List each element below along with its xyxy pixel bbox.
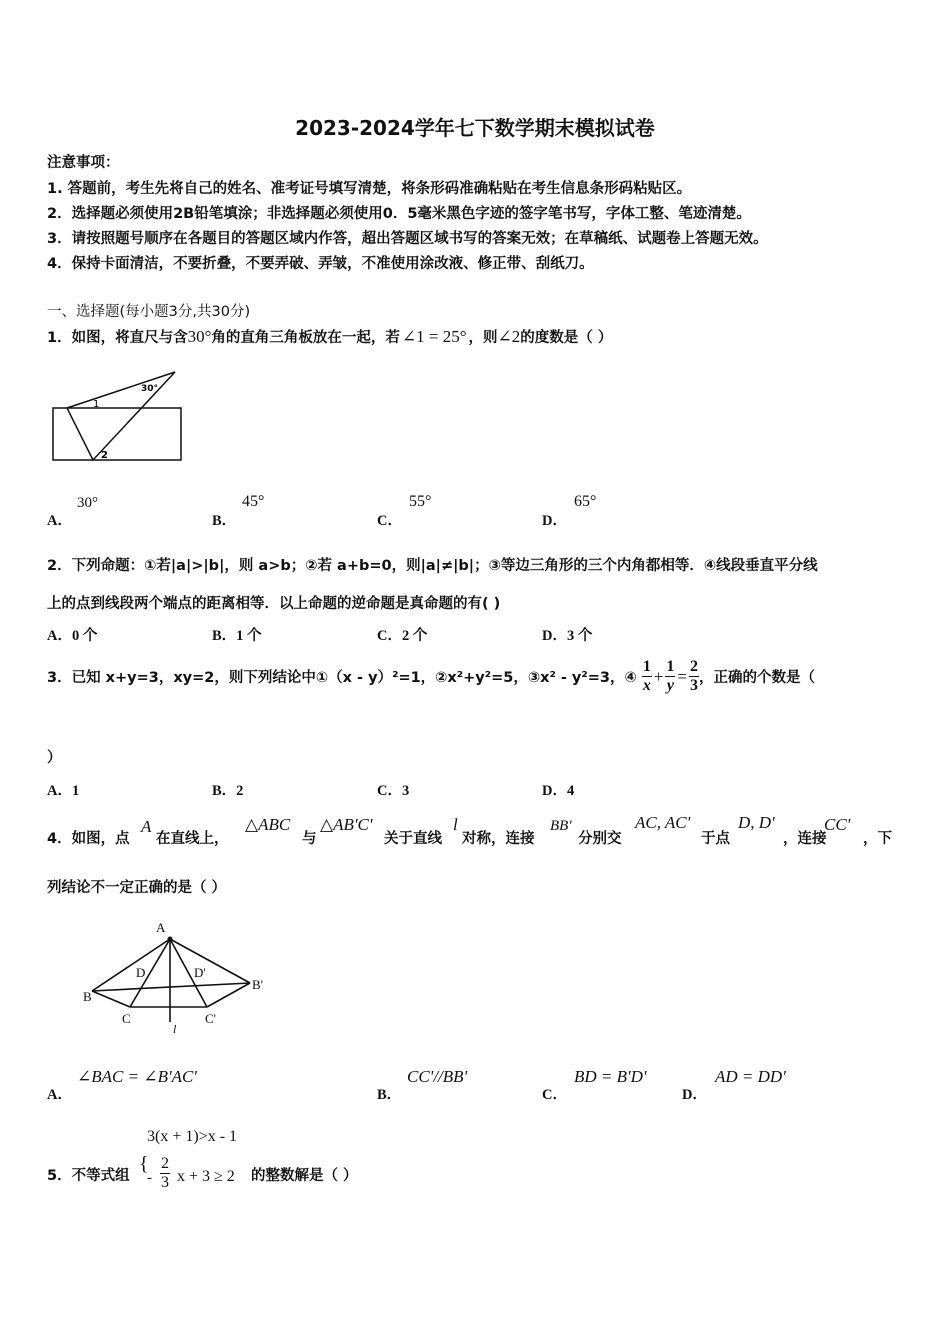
q5-brace: { [139, 1153, 149, 1175]
q3-frac-2-over-3: $\frac{2}{3}$ [690, 658, 698, 694]
q3-frac-1-over-y: $\frac{1}{y}$ [666, 658, 675, 694]
q1-options [47, 490, 907, 530]
q1-condition: ∠1 = 25° [401, 327, 467, 346]
q4-p9: ，下 [863, 831, 892, 847]
notice-item: 4．保持卡面清洁，不要折叠，不要弄破、弄皱，不准使用涂改液、修正带、刮纸刀。 [47, 256, 594, 272]
option-d-value: 65° [574, 493, 597, 510]
fig-label-d: D [136, 965, 146, 980]
q4-p6: 分别交 [578, 831, 622, 847]
q4-m6: AC, AC' [635, 813, 691, 832]
q4-m5: BB' [550, 818, 572, 834]
q3-options [47, 779, 907, 801]
q1-prefix: 1．如图，将直尺与含 [47, 330, 188, 346]
q4-m4: l [453, 815, 458, 834]
fig-label-c-prime: C' [205, 1011, 217, 1026]
q4-figure [80, 915, 280, 1033]
fig-label-c: C [122, 1011, 131, 1026]
page-title: 2023-2024学年七下数学期末模拟试卷 [295, 116, 655, 140]
q4-p3: 与 [302, 831, 317, 847]
q4-m8: CC' [824, 815, 851, 834]
q4-m7: D, D' [738, 813, 775, 832]
q1-angle: 30° [187, 327, 212, 346]
fig-angle-1-label: 1 [93, 399, 100, 410]
option-d[interactable]: D．3 个 [542, 628, 593, 644]
q1-mid: 角的直角三角板放在一起，若 [211, 330, 400, 346]
notice-item: 1. 答题前，考生先将自己的姓名、准考证号填写清楚，将条形码准确粘贴在考生信息条形码粘贴区。 [47, 181, 692, 197]
option-b-label[interactable]: B． [377, 1087, 402, 1103]
q1-ask: ∠2 [497, 327, 521, 346]
fig-label-a: A [156, 920, 166, 935]
q3-close: ） [47, 750, 62, 766]
q1-mid2: ，则 [468, 330, 498, 346]
fig-label-b: B [83, 989, 92, 1004]
q4-m2: △ABC [245, 815, 291, 834]
q3-text: 3．已知 x+y=3，xy=2，则下列结论中①（x - y）²=1，②x²+y²=5，③x² - y²=3，④ [47, 670, 637, 686]
question-4-line1 [47, 812, 907, 852]
notice-heading: 注意事项： [47, 155, 120, 171]
q5-inequality-2: x + 3 ≥ 2 [177, 1168, 235, 1185]
q4-p8: ，连接 [783, 831, 827, 847]
q4-m3: △AB'C' [320, 815, 373, 834]
q5-minus: - [147, 1170, 152, 1186]
section-heading: 一、选择题(每小题3分,共30分) [47, 304, 251, 320]
option-b-value: 45° [242, 493, 265, 510]
option-b-label[interactable]: B． [212, 513, 237, 529]
notice-item: 2．选择题必须使用2B铅笔填涂；非选择题必须使用0．5毫米黑色字迹的签字笔书写，字体工整、笔迹清楚。 [47, 206, 751, 222]
option-c-value: 55° [409, 493, 432, 510]
q4-p5: 对称，连接 [462, 831, 535, 847]
question-5 [47, 1125, 547, 1210]
question-3 [47, 658, 815, 695]
fig-label-l: l [173, 1022, 177, 1033]
q3-plus: + [653, 666, 664, 686]
option-c-label[interactable]: C． [542, 1087, 567, 1103]
option-d-value: AD = DD' [715, 1067, 786, 1086]
option-a-value: 30° [77, 495, 98, 511]
q4-p1: 4．如图，点 [47, 831, 130, 847]
question-4-line2: 列结论不一定正确的是（ ） [47, 880, 227, 896]
notice-item: 3．请按照题号顺序在各题目的答题区域内作答，超出答题区域书写的答案无效；在草稿纸、试题卷上答题无效。 [47, 231, 768, 247]
q5-suffix: 的整数解是（ ） [251, 1168, 358, 1184]
option-b-value: CC'//BB' [407, 1067, 468, 1086]
option-c[interactable]: C．3 [377, 783, 410, 799]
q5-frac-2-over-3: $\frac{2}{3}$ [161, 1155, 169, 1191]
q4-p7: 于点 [701, 831, 730, 847]
fig-label-b-prime: B' [252, 977, 264, 992]
option-a-label[interactable]: A． [47, 513, 72, 529]
option-b[interactable]: B．1 个 [212, 628, 262, 644]
option-c[interactable]: C．2 个 [377, 628, 428, 644]
q5-inequality-1: 3(x + 1)>x - 1 [147, 1128, 238, 1145]
q4-m1: A [141, 817, 152, 836]
q4-p4: 关于直线 [384, 831, 442, 847]
q3-frac-1-over-x: $\frac{1}{x}$ [642, 658, 651, 694]
option-a-value: ∠BAC = ∠B'AC' [77, 1067, 197, 1086]
fig-angle-30-label: 30° [141, 384, 159, 394]
option-c-value: BD = B'D' [574, 1067, 647, 1086]
q3-equals: = [677, 666, 687, 686]
q3-tail: ，正确的个数是（ [699, 670, 815, 686]
q1-suffix: 的度数是（ ） [520, 330, 613, 346]
option-b[interactable]: B．2 [212, 783, 244, 799]
option-a[interactable]: A．1 [47, 783, 80, 799]
option-a-label[interactable]: A． [47, 1087, 72, 1103]
q1-figure [45, 365, 190, 465]
q4-p2: 在直线上， [156, 831, 229, 847]
option-d[interactable]: D．4 [542, 783, 575, 799]
q2-options [47, 624, 907, 646]
triangle-ruler [67, 372, 175, 460]
q5-prefix: 5．不等式组 [47, 1168, 130, 1184]
question-2-line2: 上的点到线段两个端点的距离相等．以上命题的逆命题是真命题的有( ) [47, 596, 501, 612]
option-a[interactable]: A．0 个 [47, 628, 98, 644]
option-d-label[interactable]: D． [682, 1087, 707, 1103]
q4-options [47, 1065, 907, 1105]
fig-label-d-prime: D' [194, 965, 206, 980]
question-1 [47, 326, 612, 347]
question-2-line1: 2．下列命题：①若|a|>|b|，则 a>b；②若 a+b=0，则|a|≠|b|；③等边三角形的三个内角都相等．④线段垂直平分线 [47, 558, 818, 574]
option-c-label[interactable]: C． [377, 513, 402, 529]
option-d-label[interactable]: D． [542, 513, 567, 529]
fig-angle-2-label: 2 [101, 450, 108, 461]
